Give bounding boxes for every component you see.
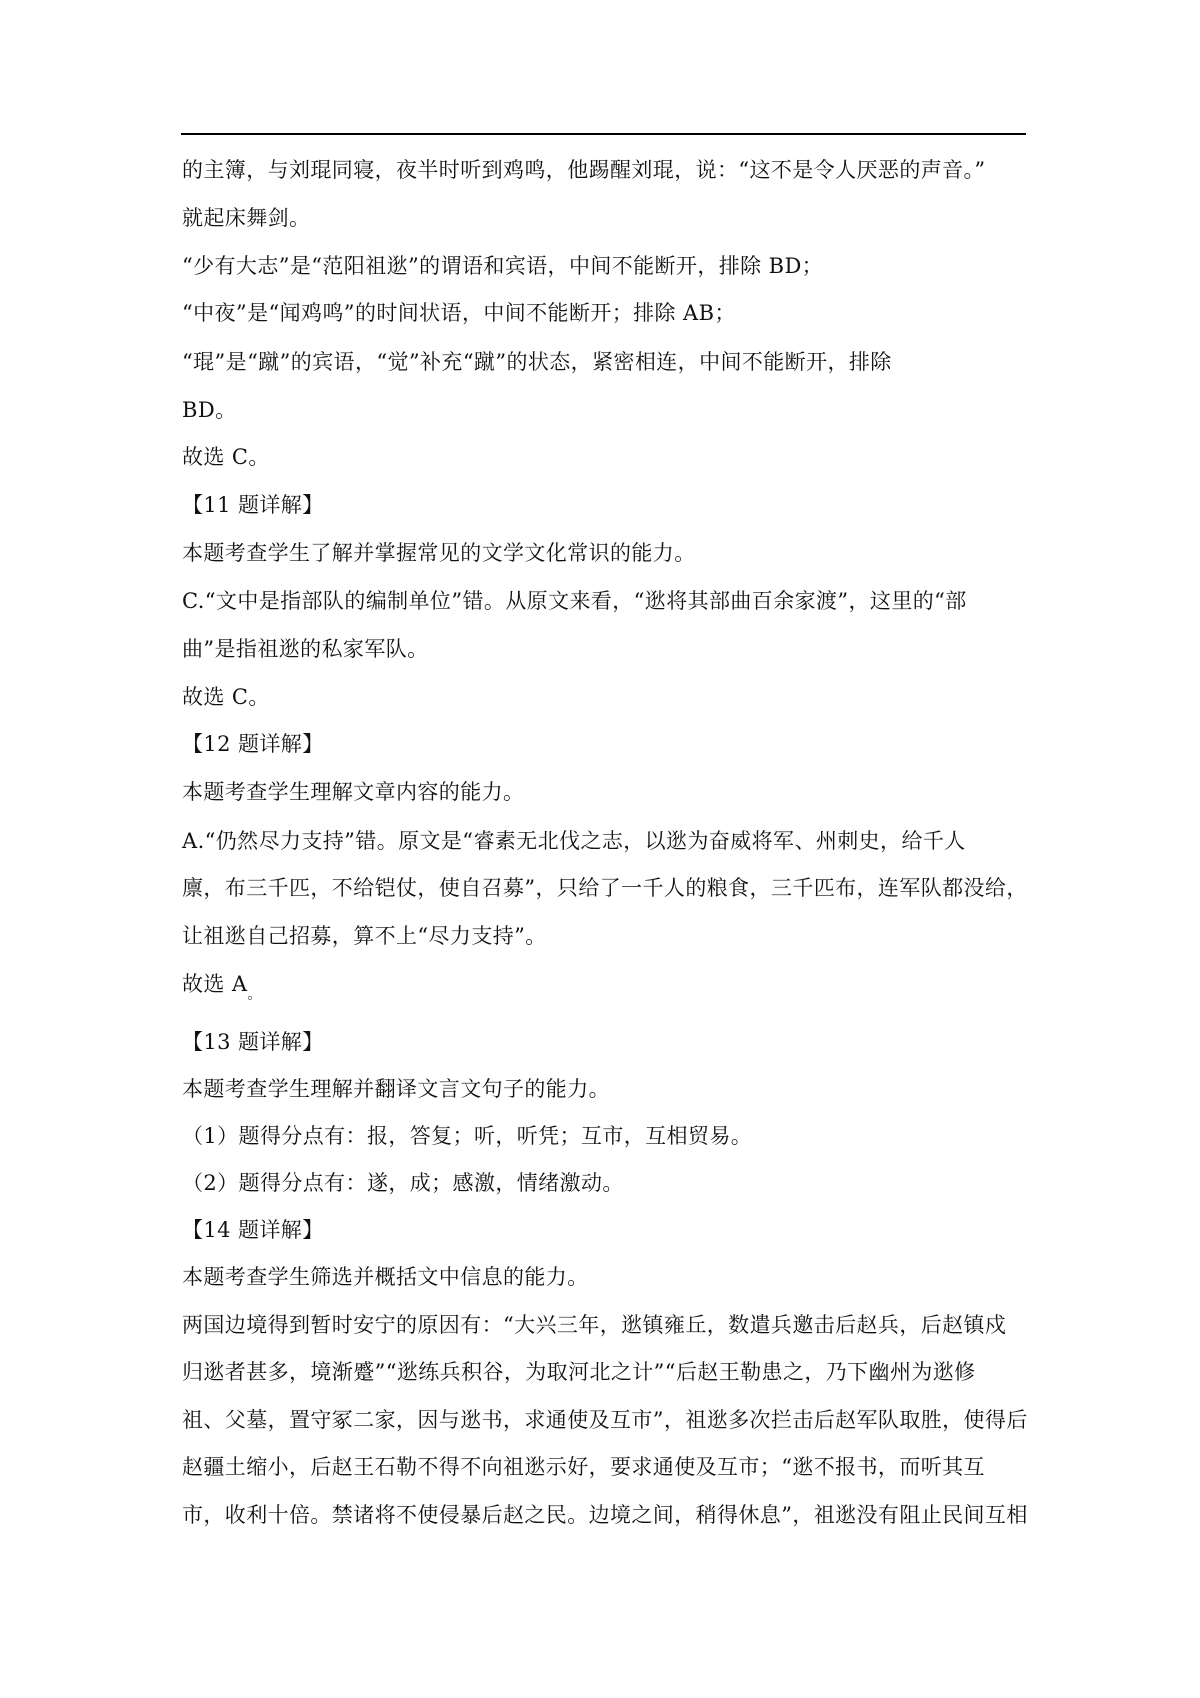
text-line-20: 本题考查学生理解并翻译文言文句子的能力。 — [182, 1077, 610, 1101]
text-line-18-main: 故选 A — [182, 972, 248, 996]
text-line-3: “少有大志”是“范阳祖逖”的谓语和宾语，中间不能断开，排除 BD； — [182, 254, 824, 278]
text-line-2: 就起床舞剑。 — [182, 206, 311, 230]
text-line-22: （2）题得分点有：遂，成；感激，情绪激动。 — [182, 1171, 624, 1195]
text-line-21: （1）题得分点有：报，答复；听，听凭；互市，互相贸易。 — [182, 1124, 753, 1148]
text-line-6: BD。 — [182, 398, 237, 422]
text-line-11: 曲”是指祖逖的私家军队。 — [182, 637, 429, 661]
text-line-29: 市，收利十倍。禁诸将不使侵暴后赵之民。边境之间，稍得休息”，祖逖没有阻止民间互相 — [182, 1503, 1028, 1527]
section-heading-12: 【12 题详解】 — [182, 732, 324, 756]
text-line-15: A.“仍然尽力支持”错。原文是“睿素无北伐之志，以逖为奋威将军、州刺史，给千人 — [182, 829, 966, 853]
text-line-16: 廪，布三千匹，不给铠仗，使自召募”，只给了一千人的粮食，三千匹布，连军队都没给， — [182, 876, 1028, 900]
section-heading-11: 【11 题详解】 — [182, 493, 324, 517]
text-line-7: 故选 C。 — [182, 445, 270, 469]
text-line-25: 两国边境得到暂时安宁的原因有：“大兴三年，逖镇雍丘，数遣兵邀击后赵兵，后赵镇戍 — [182, 1313, 1007, 1337]
text-line-18-suffix: 。 — [247, 987, 262, 1003]
text-line-24: 本题考查学生筛选并概括文中信息的能力。 — [182, 1265, 589, 1289]
header-rule — [181, 133, 1026, 135]
text-line-18 — [182, 969, 262, 1002]
section-heading-13: 【13 题详解】 — [182, 1030, 324, 1054]
section-heading-14: 【14 题详解】 — [182, 1218, 324, 1242]
text-line-1: 的主簿，与刘琨同寝，夜半时听到鸡鸣，他踢醒刘琨，说：“这不是令人厌恶的声音。” — [182, 158, 986, 182]
text-line-17: 让祖逖自己招募，算不上“尽力支持”。 — [182, 924, 547, 948]
text-line-28: 赵疆土缩小，后赵王石勒不得不向祖逖示好，要求通使及互市；“逖不报书，而听其互 — [182, 1455, 985, 1479]
text-line-4: “中夜”是“闻鸡鸣”的时间状语，中间不能断开；排除 AB； — [182, 301, 736, 325]
text-line-12: 故选 C。 — [182, 685, 270, 709]
text-line-9: 本题考查学生了解并掌握常见的文学文化常识的能力。 — [182, 541, 696, 565]
text-line-14: 本题考查学生理解文章内容的能力。 — [182, 780, 525, 804]
text-line-26: 归逖者甚多，境渐蹙”“逖练兵积谷，为取河北之计”“后赵王勒患之，乃下幽州为逖修 — [182, 1360, 976, 1384]
text-line-5: “琨”是“蹴”的宾语，“觉”补充“蹴”的状态，紧密相连，中间不能断开，排除 — [182, 350, 892, 374]
text-line-10: C.“文中是指部队的编制单位”错。从原文来看，“逖将其部曲百余家渡”，这里的“部 — [182, 589, 967, 613]
text-line-27: 祖、父墓，置守冢二家，因与逖书，求通使及互市”，祖逖多次拦击后赵军队取胜，使得后 — [182, 1408, 1028, 1432]
